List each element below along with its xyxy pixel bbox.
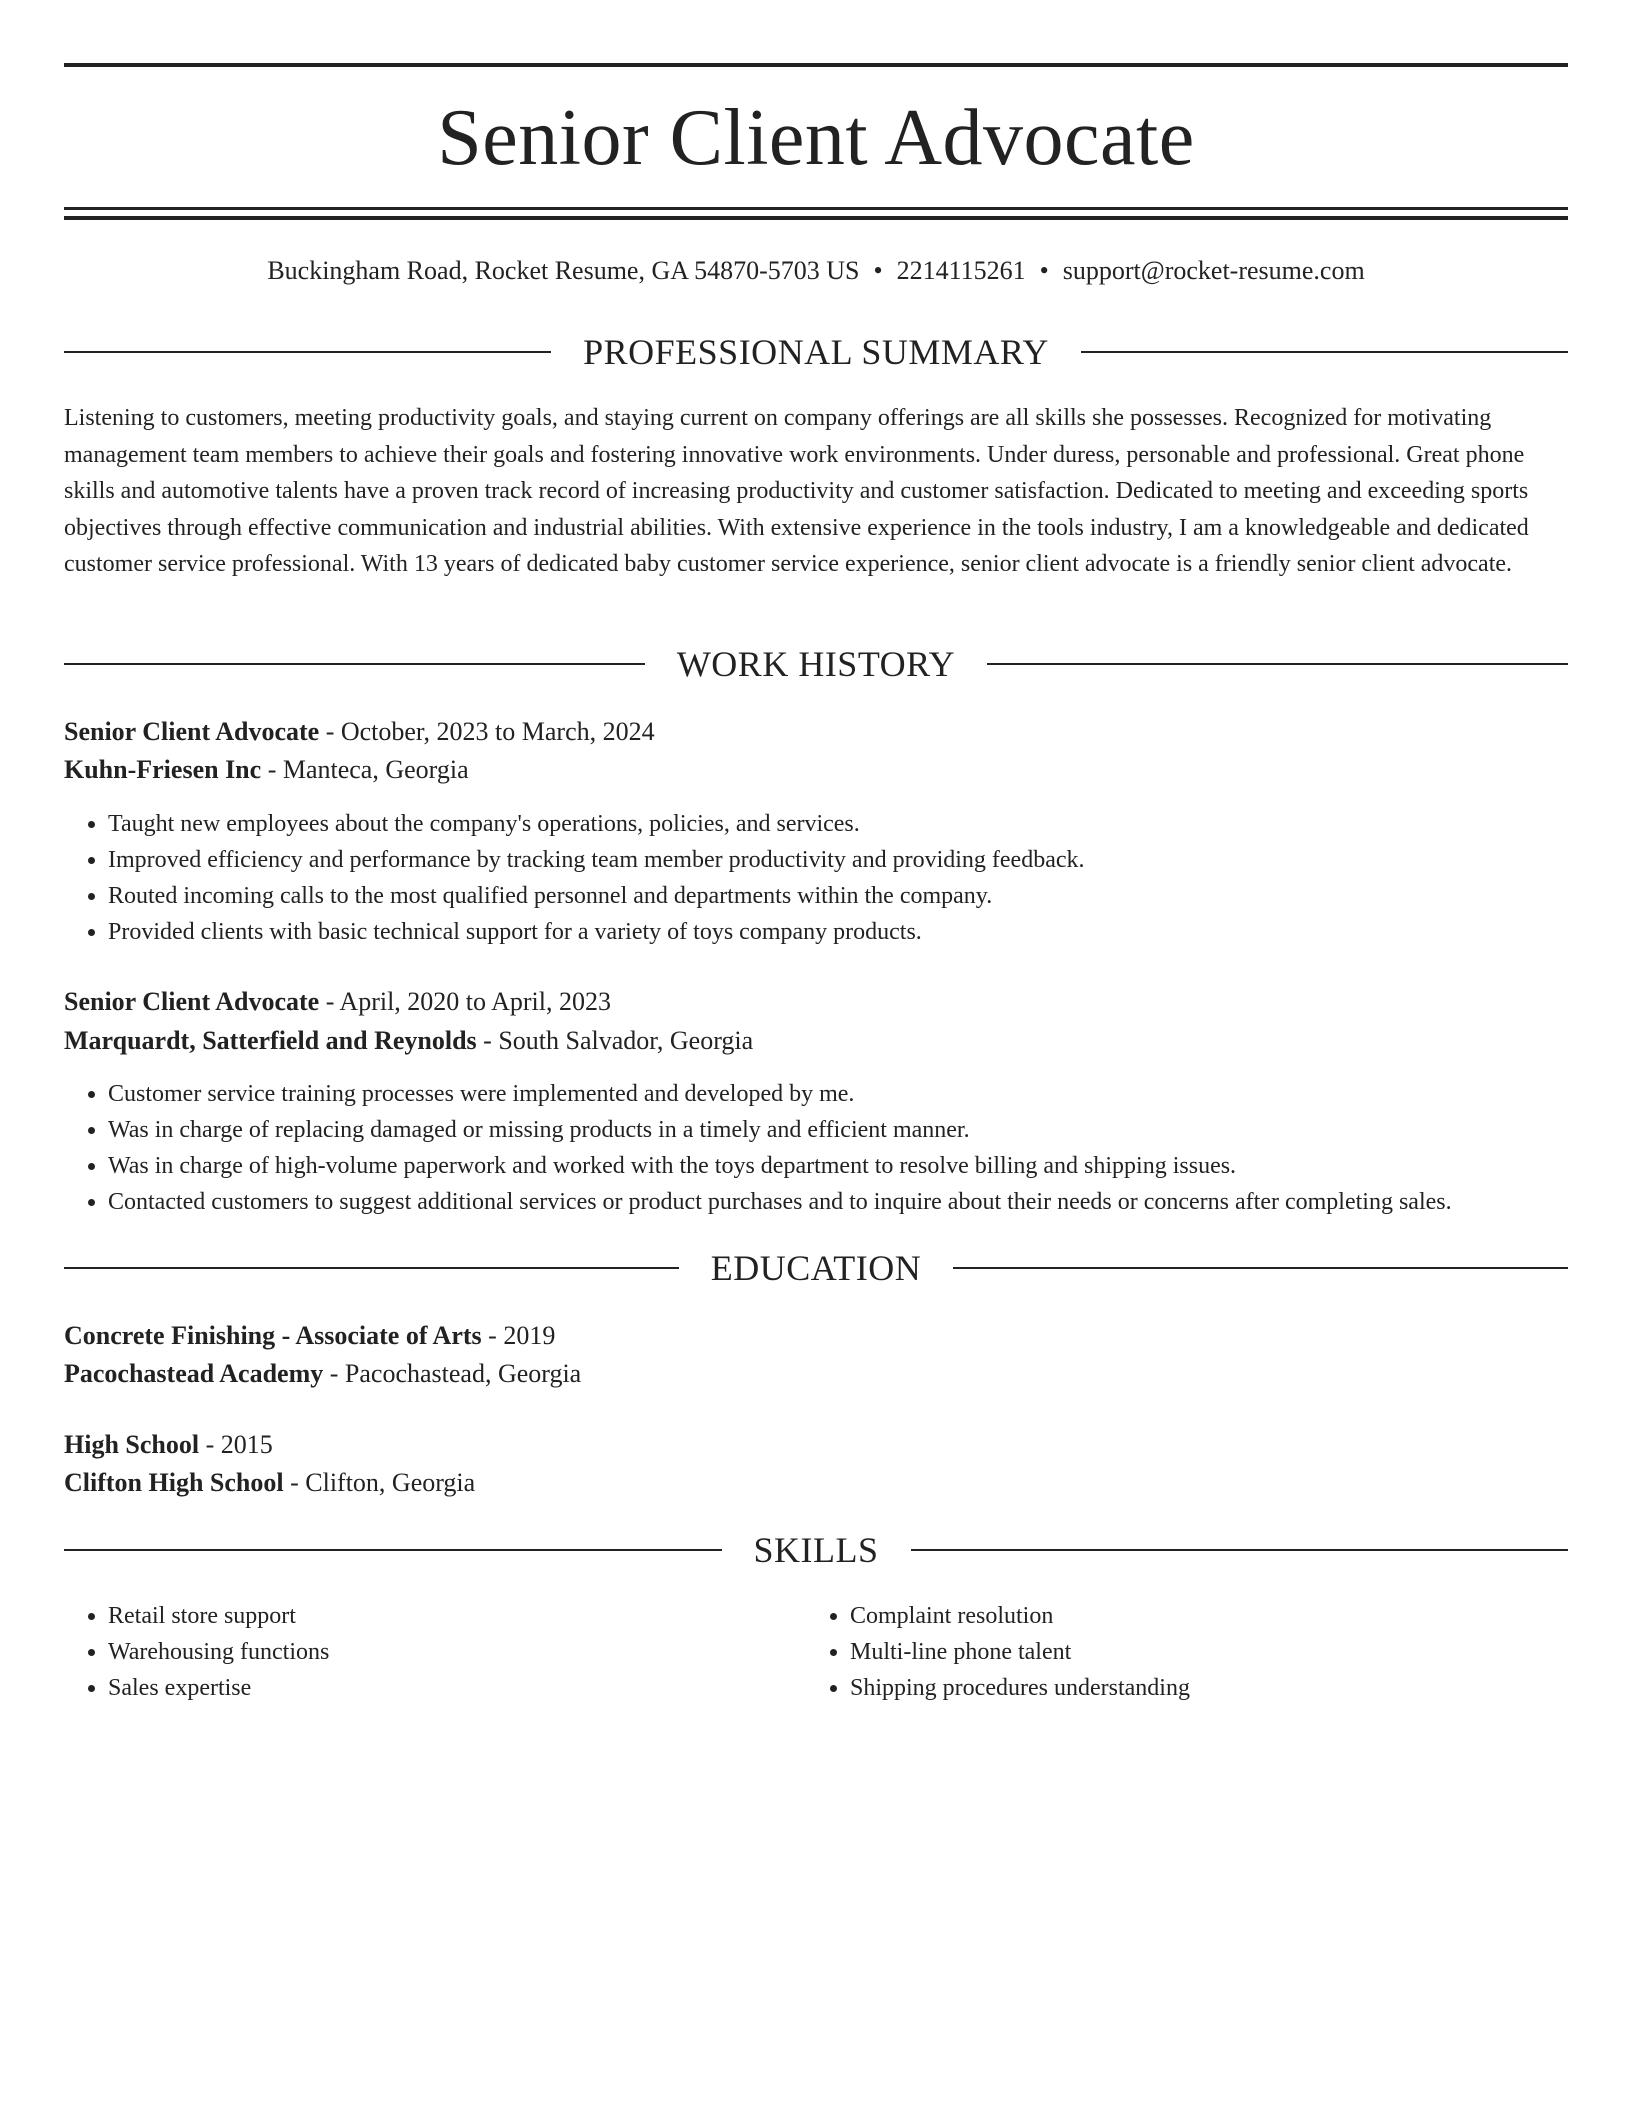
list-item: • Contacted customers to suggest additional services or product purchases and to inquire about their needs or concerns after completing sales. [108,1184,1568,1220]
skills-list-right [806,1598,1550,1706]
job-location: - South Salvador, Georgia [476,1026,754,1055]
job-title-line [64,715,1568,749]
school-line [64,1357,1568,1391]
section-heading-summary [64,330,1568,374]
contact-line [64,254,1568,288]
heading-rule [64,351,551,353]
school-line [64,1466,1568,1500]
contact-separator: • [1039,256,1049,285]
school-location: - Pacochastead, Georgia [323,1359,582,1388]
section-title: PROFESSIONAL SUMMARY [583,332,1049,372]
degree-year: - 2015 [199,1430,273,1459]
school-name: Pacochastead Academy [64,1359,324,1388]
section-heading-skills [64,1528,1568,1572]
section-heading-education [64,1246,1568,1290]
list-item: • Was in charge of high-volume paperwork and worked with the toys department to resolve billing and shipping issues. [108,1148,1568,1184]
job-dates: - April, 2020 to April, 2023 [319,987,611,1016]
heading-rule [64,663,645,665]
degree-year: - 2019 [481,1321,556,1350]
section-title: SKILLS [753,1530,879,1570]
contact-phone: 2214115261 [896,256,1026,285]
list-item: • Complaint resolution [850,1598,1550,1634]
list-item: • Warehousing functions [108,1634,808,1670]
job-title-line [64,985,1568,1019]
list-item: • Provided clients with basic technical support for a variety of toys company products. [108,914,1568,950]
list-item: • Taught new employees about the company's operations, policies, and services. [108,806,1568,842]
job-company-line [64,1024,1568,1058]
job-dates: - October, 2023 to March, 2024 [319,717,655,746]
heading-rule [1081,351,1568,353]
list-item: • Improved efficiency and performance by tracking team member productivity and providing feedback. [108,842,1568,878]
contact-separator: • [873,256,883,285]
degree-line [64,1319,1568,1353]
list-item: • Was in charge of replacing damaged or missing products in a timely and efficient manner. [108,1112,1568,1148]
list-item: • Sales expertise [108,1670,808,1706]
school-location: - Clifton, Georgia [283,1468,476,1497]
degree-name: Concrete Finishing - Associate of Arts [64,1321,482,1350]
heading-rule [64,1549,722,1551]
job-bullets [64,1076,1568,1220]
list-item: • Customer service training processes were implemented and developed by me. [108,1076,1568,1112]
job-bullets [64,806,1568,950]
list-item: • Multi-line phone talent [850,1634,1550,1670]
degree-name: High School [64,1430,200,1459]
heading-rule [987,663,1568,665]
contact-address: Buckingham Road, Rocket Resume, GA 54870-5703 US [267,256,860,285]
section-title: WORK HISTORY [676,644,956,684]
job-company-line [64,753,1568,787]
heading-rule [911,1549,1569,1551]
section-title: EDUCATION [710,1248,922,1288]
heading-rule [64,1267,679,1269]
job-company: Kuhn-Friesen Inc [64,755,262,784]
heading-rule [953,1267,1568,1269]
resume-title: Senior Client Advocate [437,94,1195,182]
section-heading-work [64,642,1568,686]
skills-list-left [64,1598,808,1706]
summary-text: Listening to customers, meeting productivity goals, and staying current on company offerings are all skills she possesses. Recognized for motivating management team members to achieve their goals and fostering innovative work environments. Under duress, personable and professional. Great phone skills and automotive talents have a proven track record of increasing productivity and customer satisfaction. Dedicated to meeting and exceeding sports objectives through effective communication and industrial abilities. With extensive experience in the tools industry, I am a knowledgeable and dedicated customer service professional. With 13 years of dedicated baby customer service experience, senior client advocate is a friendly senior client advocate. [64,405,1529,577]
job-company: Marquardt, Satterfield and Reynolds [64,1026,477,1055]
job-role: Senior Client Advocate [64,717,320,746]
list-item: • Routed incoming calls to the most qualified personnel and departments within the company. [108,878,1568,914]
degree-line [64,1428,1568,1462]
contact-email: support@rocket-resume.com [1062,256,1365,285]
school-name: Clifton High School [64,1468,284,1497]
top-rule [64,63,1568,67]
title-double-rule [64,207,1568,220]
job-location: - Manteca, Georgia [261,755,469,784]
list-item: • Shipping procedures understanding [850,1670,1550,1706]
list-item: • Retail store support [108,1598,808,1634]
job-role: Senior Client Advocate [64,987,320,1016]
